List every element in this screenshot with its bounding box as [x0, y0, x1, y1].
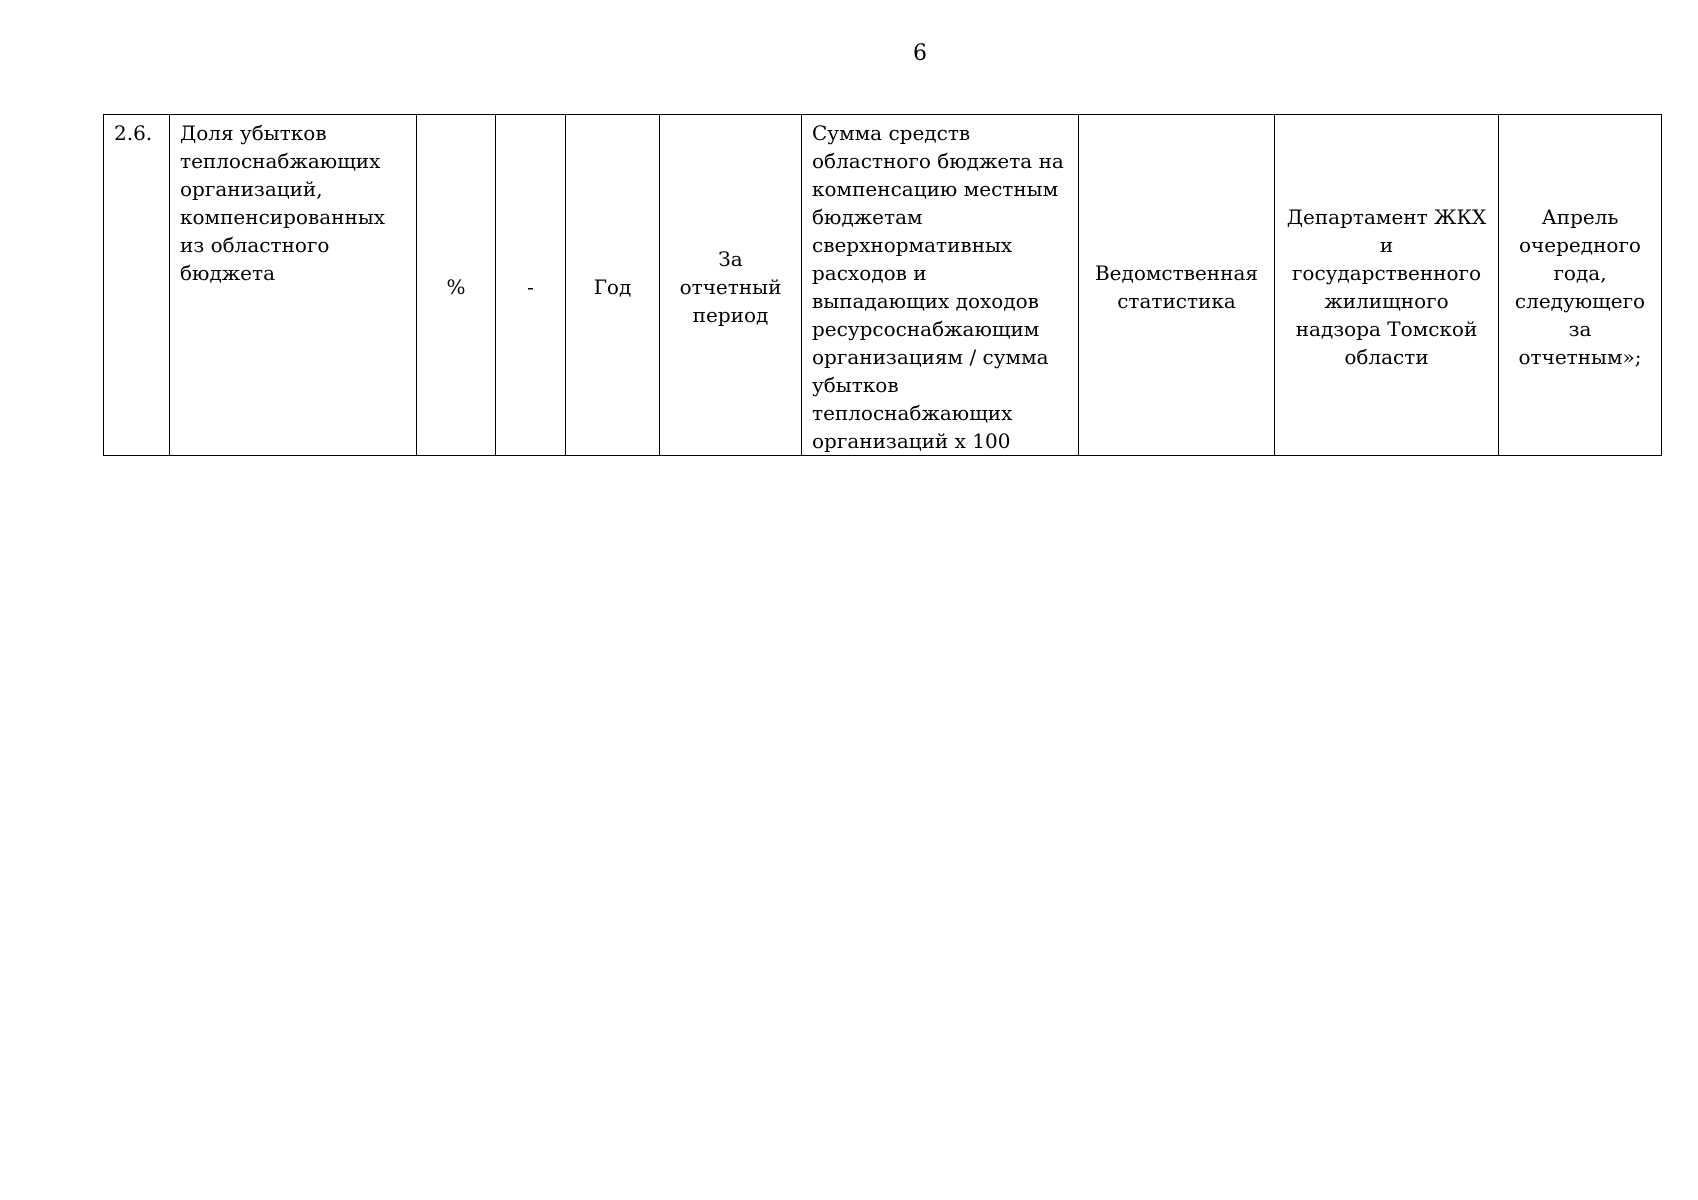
deadline-cell	[1499, 115, 1662, 456]
source-cell	[1079, 115, 1275, 456]
value: -	[527, 275, 534, 299]
formula-cell	[802, 115, 1079, 456]
period-cell	[660, 115, 802, 456]
unit-cell	[417, 115, 496, 456]
period: За отчетный период	[679, 247, 782, 327]
value-cell	[496, 115, 566, 456]
indicator-name-cell	[170, 115, 417, 456]
unit: %	[446, 275, 466, 299]
data-source: Ведомственная статистика	[1094, 261, 1258, 313]
deadline: Апрель очередного года, следующего за отчетным»;	[1514, 205, 1646, 369]
formula: Сумма средств областного бюджета на компенсацию местным бюджетам сверхнормативных расходов и выпадающих доходов ресурсоснабжающим организациям / сумма убытков теплоснабжающих организаций х 100	[812, 121, 1064, 453]
responsible-body: Департамент ЖКХ и государственного жилищного надзора Томской области	[1286, 205, 1487, 369]
row-number: 2.6.	[114, 121, 153, 145]
periodicity-cell	[566, 115, 660, 456]
indicator-name: Доля убытков теплоснабжающих организаций, компенсированных из областного бюджета	[180, 121, 386, 285]
table-row	[104, 115, 1662, 456]
row-number-cell	[104, 115, 170, 456]
page-number: 6	[913, 41, 927, 66]
responsible-cell	[1275, 115, 1499, 456]
indicator-table	[103, 114, 1662, 456]
periodicity: Год	[593, 275, 632, 299]
